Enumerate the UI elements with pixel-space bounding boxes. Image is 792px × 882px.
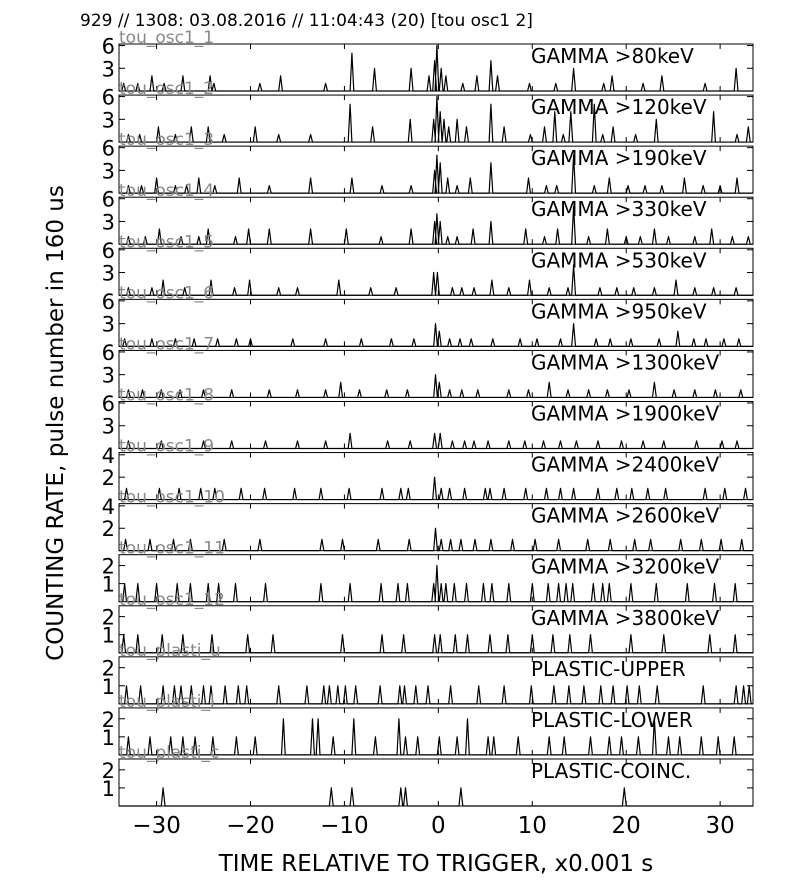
panel-stack: [102, 28, 753, 839]
trace-label: tou_osc1_7: [119, 334, 215, 355]
panel-title: GAMMA >3800keV: [531, 605, 720, 630]
y-tick-label: 2: [101, 554, 115, 579]
panel-title: PLASTIC-LOWER: [531, 707, 693, 732]
x-tick-label: −10: [320, 812, 369, 839]
trace-label: tou_osc1_12: [119, 589, 225, 610]
panel-title: GAMMA >3200keV: [531, 554, 720, 579]
trace-label: tou_osc1_9: [119, 436, 215, 457]
y-tick-label: 6: [101, 85, 115, 110]
chart-header: 929 // 1308: 03.08.2016 // 11:04:43 (20) [tou osc1 2]: [80, 11, 533, 31]
y-tick-label: 6: [101, 187, 115, 212]
y-tick-label: 2: [101, 758, 115, 783]
panel: [102, 743, 753, 806]
panel-title: GAMMA >2400keV: [531, 452, 720, 477]
y-tick-label: 2: [101, 656, 115, 681]
y-tick-label: 4: [101, 494, 115, 519]
panel-title: GAMMA >190keV: [531, 146, 707, 171]
panel-title: GAMMA >950keV: [531, 299, 707, 324]
trace-label: tou_osc1_3: [119, 130, 215, 151]
y-tick-label: 3: [101, 312, 115, 337]
y-tick-label: 3: [101, 159, 115, 184]
trace-label: tou_plasti_l: [119, 691, 215, 712]
trace-label: tou_osc1_10: [119, 487, 225, 508]
signal-trace: [119, 324, 753, 347]
signal-trace: [119, 788, 753, 806]
y-tick-label: 1: [101, 572, 115, 597]
y-tick-label: 6: [101, 392, 115, 417]
trace-label: tou_plasti_c: [119, 742, 220, 763]
y-tick-label: 6: [101, 340, 115, 365]
y-tick-label: 2: [101, 605, 115, 630]
y-tick-label: 3: [101, 363, 115, 388]
y-tick-label: 2: [101, 707, 115, 732]
y-tick-label: 1: [101, 776, 115, 801]
x-tick-label: 0: [431, 812, 446, 839]
x-tick-label: 30: [705, 812, 735, 839]
x-axis-label: TIME RELATIVE TO TRIGGER, x0.001 s: [218, 851, 654, 877]
trace-label: tou_osc1_1: [119, 28, 215, 48]
y-tick-label: 6: [101, 289, 115, 314]
y-tick-label: 6: [101, 136, 115, 161]
panel-title: GAMMA >120keV: [531, 95, 707, 120]
y-tick-label: 2: [101, 466, 115, 491]
panel-title: GAMMA >1900keV: [531, 401, 720, 426]
y-axis-label: COUNTING RATE, pulse number in 160 us: [43, 185, 69, 661]
y-tick-label: 6: [101, 238, 115, 263]
trace-label: tou_plasti_u: [119, 640, 221, 661]
x-tick-label: 10: [517, 812, 547, 839]
y-tick-label: 3: [101, 414, 115, 439]
panel-title: GAMMA >80keV: [531, 44, 694, 68]
y-tick-label: 4: [101, 443, 115, 468]
y-tick-label: 1: [101, 623, 115, 648]
y-tick-label: 3: [101, 210, 115, 235]
y-tick-label: 1: [101, 674, 115, 699]
panel-title: GAMMA >2600keV: [531, 503, 720, 528]
trace-label: tou_osc1_11: [119, 538, 225, 559]
y-tick-label: 3: [101, 108, 115, 133]
trace-label: tou_osc1_6: [119, 283, 215, 304]
trace-label: tou_osc1_2: [119, 79, 215, 100]
x-tick-label: 20: [611, 812, 641, 839]
panel-title: GAMMA >1300keV: [531, 350, 720, 375]
signal-trace: [119, 375, 753, 398]
panel-title: PLASTIC-UPPER: [531, 656, 686, 681]
signal-trace: [119, 433, 753, 448]
trace-label: tou_osc1_8: [119, 385, 215, 406]
y-tick-label: 2: [101, 517, 115, 542]
x-tick-label: −20: [226, 812, 275, 839]
x-tick-label: −30: [132, 812, 181, 839]
panel-title: GAMMA >530keV: [531, 248, 707, 273]
y-tick-label: 1: [101, 725, 115, 750]
panel-title: GAMMA >330keV: [531, 197, 707, 222]
y-tick-label: 3: [101, 57, 115, 82]
trace-label: tou_osc1_5: [119, 232, 215, 253]
trace-label: tou_osc1_4: [119, 181, 215, 202]
panel-title: PLASTIC-COINC.: [531, 758, 692, 783]
y-tick-label: 6: [101, 34, 115, 59]
y-tick-label: 3: [101, 261, 115, 286]
